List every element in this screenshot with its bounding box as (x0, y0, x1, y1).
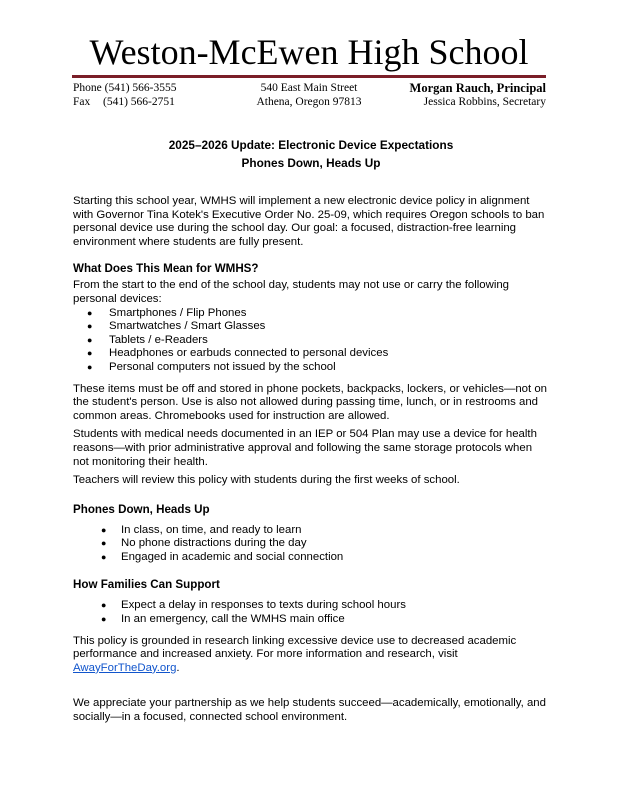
list-item: ● No phone distractions during the day (101, 537, 307, 550)
phones-down-list (73, 524, 549, 565)
list-item: ● Smartphones / Flip Phones (87, 306, 247, 319)
school-name: Weston-McEwen High School (89, 32, 529, 72)
intro-paragraph: Starting this school year, WMHS will implement a new electronic device policy in alignment with Governor Tina Kotek's Executive Order No. 25-09, which requires Oregon schools to ban personal device use during the school day. Our goal: a focused, distraction-free learning environment where students are fully present. (73, 195, 545, 248)
secretary-name: Jessica Robbins, Secretary (423, 96, 546, 108)
section-heading-families: How Families Can Support (73, 578, 220, 592)
list-item: ● In class, on time, and ready to learn (101, 523, 302, 536)
street-address: 540 East Main Street (260, 82, 358, 94)
section-heading-what-it-means: What Does This Mean for WMHS? (73, 262, 259, 276)
storage-paragraph: These items must be off and stored in phone pockets, backpacks, lockers, or vehicles—not on the student's person. Use is also not allowed during passing time, lunch, or in restrooms and common areas. Chromebooks used for instruction are allowed. (73, 382, 548, 422)
bullet-icon: ● (101, 600, 107, 611)
staff-block (410, 81, 546, 109)
phone-label: Phone (73, 82, 102, 94)
list-item: ● Expect a delay in responses to texts during school hours (101, 599, 406, 612)
bullet-icon: ● (101, 538, 107, 549)
list-item: ● In an emergency, call the WMHS main office (101, 613, 345, 626)
bullet-icon: ● (101, 614, 107, 625)
medical-paragraph: Students with medical needs documented in an IEP or 504 Plan may use a device for health reasons—with prior administrative approval and following the same storage protocols when not monitoring their health. (73, 428, 537, 468)
bullet-icon: ● (87, 348, 93, 359)
list-item: ● Tablets / e-Readers (87, 333, 208, 346)
document-body (73, 136, 549, 725)
device-list (73, 307, 549, 375)
bullet-icon: ● (101, 551, 107, 562)
phone-number: (541) 566-3555 (104, 82, 177, 94)
list-item: ● Headphones or earbuds connected to personal devices (87, 347, 389, 360)
header-rule (72, 75, 546, 78)
document-subtitle: Phones Down, Heads Up (241, 156, 381, 170)
away-for-the-day-link[interactable]: AwayForTheDay.org (73, 661, 177, 674)
research-paragraph: This policy is grounded in research linking excessive device use to decreased academic performance and increased anxiety. For more information and research, visit AwayForTheDay.org. (73, 634, 517, 674)
document-title: 2025–2026 Update: Electronic Device Expectations (168, 138, 454, 152)
bullet-icon: ● (101, 524, 107, 535)
fax-label: Fax (73, 96, 91, 108)
list-item: ● Smartwatches / Smart Glasses (87, 320, 266, 333)
bullet-icon: ● (87, 334, 93, 345)
section-heading-phones-down: Phones Down, Heads Up (73, 502, 210, 516)
list-item: ● Engaged in academic and social connection (101, 550, 344, 563)
section1-intro: From the start to the end of the school day, students may not use or carry the following personal devices: (73, 279, 510, 305)
bullet-icon: ● (87, 321, 93, 332)
fax-number: (541) 566-2751 (103, 96, 175, 108)
family-support-list (73, 599, 549, 626)
bullet-icon: ● (87, 307, 93, 318)
principal-name: Morgan Rauch, Principal (409, 81, 546, 95)
list-item: ● Personal computers not issued by the school (87, 360, 336, 373)
city-address: Athena, Oregon 97813 (256, 96, 362, 108)
bullet-icon: ● (87, 361, 93, 372)
closing-paragraph: We appreciate your partnership as we help students succeed—academically, emotionally, and socially—in a focused, connected school environment. (73, 697, 546, 724)
teachers-paragraph: Teachers will review this policy with students during the first weeks of school. (73, 474, 460, 487)
